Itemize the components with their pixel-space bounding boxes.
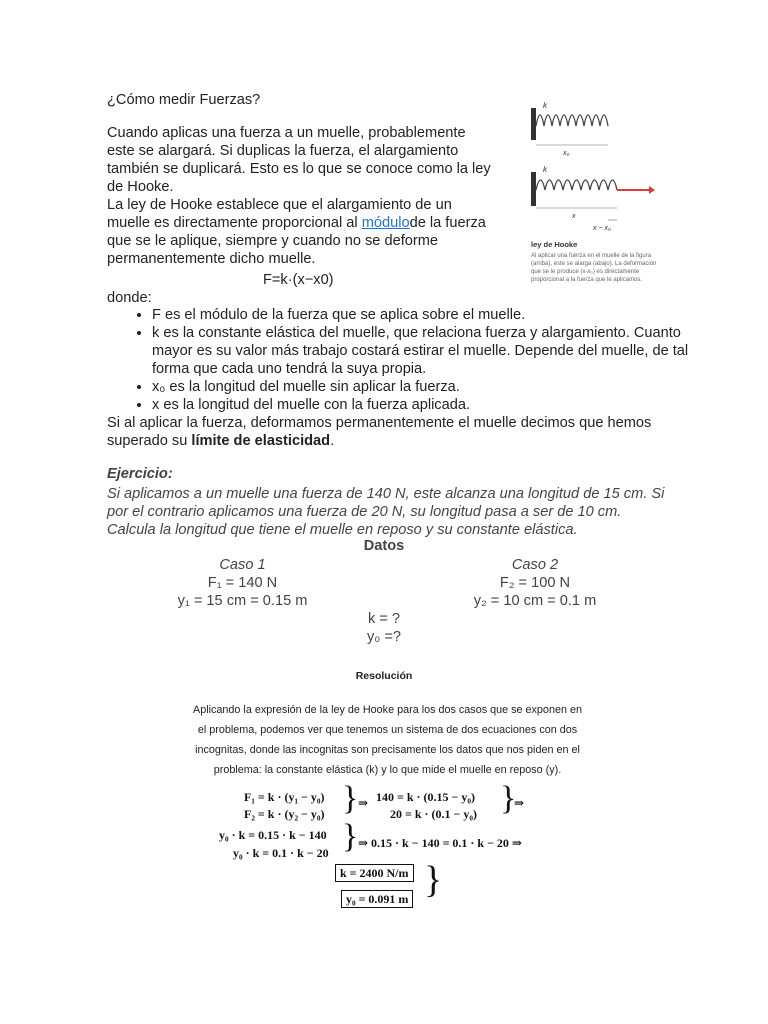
intro-p2-text: La ley de Hooke establece que el alargamiento de un muelle es directamente proporcional al — [107, 197, 452, 231]
result-y0-box: y₀ = 0.091 m — [341, 890, 413, 908]
list-item: • x₀ es la longitud del muelle sin aplicar la fuerza. — [152, 378, 712, 396]
definitions-list — [107, 306, 712, 414]
intro-column — [107, 92, 497, 268]
hooke-formula: F=k·(x−x0) — [263, 272, 334, 288]
caso-1 — [160, 556, 325, 610]
figure-caption: Al aplicar una fuerza en el muelle de la figura (arriba), este se alarga (abajo). La deformación que se le produce (x-x₀) es directamente proporcional a la fuerza que le aplicamos. — [531, 253, 657, 283]
caso-1-force: F₁ = 140 N — [207, 575, 278, 591]
brace-4: } — [424, 859, 443, 901]
arrow-1: ⇒ — [358, 796, 369, 810]
exercise-body: Si aplicamos a un muelle una fuerza de 140 N, este alcanza una longitud de 15 cm. Si por el contrario aplicamos una fuerza de 20 N, su longitud pasa a ser de 10 cm. Calcula la longitud que tiene el muelle en reposo y su constante elástica. — [107, 486, 665, 538]
unknown-y0: y₀ =? — [366, 629, 402, 645]
elasticity-paragraph — [107, 414, 667, 450]
brace-3: } — [342, 818, 359, 855]
datos-heading: Datos — [363, 538, 405, 554]
equation-3b: y₀ · k = 0.1 · k − 20 — [233, 846, 329, 860]
wall-bottom — [531, 172, 536, 206]
elasticity-bold: límite de elasticidad — [191, 433, 331, 449]
donde-label: donde: — [107, 290, 152, 306]
label-k-bottom: k — [543, 165, 547, 174]
modulo-link[interactable]: módulo — [361, 215, 410, 231]
wall-top — [531, 108, 536, 140]
list-item: • x es la longitud del muelle con la fuerza aplicada. — [152, 396, 712, 414]
list-item: • k es la constante elástica del muelle, que relaciona fuerza y alargamiento. Cuanto mayor es su valor más trabajo costará estirar el muelle. Depende del muelle, de tal forma que cada uno tendrá la suya propia. — [152, 324, 712, 378]
resolucion-title: Resolución — [355, 670, 413, 682]
spring-rest — [536, 115, 608, 126]
equation-2b: 20 = k · (0.1 − y₀) — [390, 807, 477, 821]
brace-1: } — [342, 780, 359, 817]
intro-paragraph-1: Cuando aplicas una fuerza a un muelle, probablemente este se alargará. Si duplicas la fuerza, el alargamiento también se duplicará. Esto es lo que se conoce como la ley de Hooke. — [107, 125, 491, 195]
equation-1b: F₂ = k · (y₂ − y₀) — [244, 807, 325, 821]
elasticity-text: Si al aplicar la fuerza, deformamos permanentemente el muelle decimos que hemos superado su — [107, 415, 652, 449]
result-k — [335, 866, 414, 881]
intro-p2-text-end: de la fuerza que se le aplique, siempre y cuando no se deforme permanentemente dicho muelle. — [107, 215, 486, 267]
elasticity-end: . — [330, 433, 335, 449]
unknown-k: k = ? — [367, 611, 401, 627]
caso-2-length: y₂ = 10 cm = 0.1 m — [473, 593, 597, 609]
equation-2a: 140 = k · (0.15 − y₀) — [376, 790, 475, 804]
figure-caption-title: ley de Hooke — [531, 240, 578, 249]
caso-2-force: F₂ = 100 N — [499, 575, 571, 591]
intro-paragraph-2 — [107, 196, 497, 268]
brace-2: } — [500, 780, 517, 817]
label-x: x — [572, 213, 576, 220]
page-title: ¿Cómo medir Fuerzas? — [107, 92, 261, 108]
caso-1-title: Caso 1 — [219, 557, 266, 573]
list-item: • F es el módulo de la fuerza que se aplica sobre el muelle. — [152, 306, 712, 324]
exercise-heading: Ejercicio: — [107, 466, 173, 482]
resolucion-text: Aplicando la expresión de la ley de Hooke para los dos casos que se exponen en el problema, podemos ver que tenemos un sistema de dos ecuaciones con dos incognitas, donde las incognitas son precisamente los datos que nos piden en el problema: la constante elástica (k) y lo que mide el muelle en reposo (y). — [193, 704, 582, 776]
label-k-top: k — [543, 101, 547, 110]
spring-stretched — [536, 180, 617, 190]
equation-3a: y₀ · k = 0.15 · k − 140 — [219, 828, 327, 842]
equation-4: ⇒ 0.15 · k − 140 = 0.1 · k − 20 ⇒ — [358, 836, 522, 850]
force-arrowhead — [649, 186, 655, 194]
result-y0 — [341, 892, 413, 907]
label-x-minus-x0: x − x₀ — [593, 225, 611, 232]
unknowns — [0, 610, 768, 646]
caso-1-length: y₁ = 15 cm = 0.15 m — [177, 593, 308, 609]
arrow-2: ⇒ — [514, 796, 525, 810]
caso-2-title: Caso 2 — [511, 557, 559, 573]
equation-1a: F₁ = k · (y₁ − y₀) — [244, 790, 325, 804]
caso-2 — [440, 556, 630, 610]
result-k-box: k = 2400 N/m — [335, 864, 414, 882]
label-x0: x₀ — [563, 150, 570, 157]
